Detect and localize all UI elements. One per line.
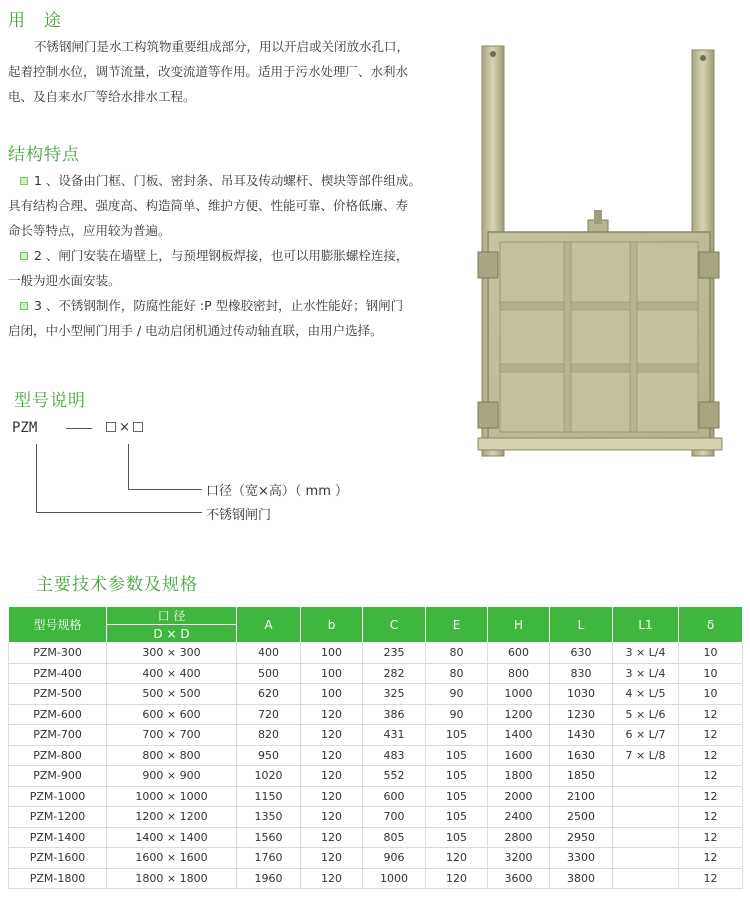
cell-delta: 12 <box>679 807 743 828</box>
cell-h: 2800 <box>488 827 550 848</box>
header-h: H <box>488 607 550 643</box>
cell-a: 820 <box>237 725 301 746</box>
cell-a: 1960 <box>237 868 301 889</box>
cell-b: 120 <box>301 848 363 869</box>
structure-item-1 <box>8 168 470 193</box>
cell-c: 282 <box>363 663 426 684</box>
cell-model: PZM-500 <box>9 684 107 705</box>
header-diameter-sub: D × D <box>107 625 237 643</box>
cell-b: 120 <box>301 868 363 889</box>
table-row <box>9 643 743 664</box>
cell-a: 720 <box>237 704 301 725</box>
header-l: L <box>550 607 613 643</box>
model-size-label: 口径（宽×高）（ mm ） <box>206 484 348 499</box>
structure-item-3-line-2: 启闭，中小型闸门用手 / 电动启闭机通过传动轴直联，由用户选择。 <box>8 323 383 338</box>
structure-item-1-line-2: 具有结构合理、强度高、构造简单、维护方便、性能可靠、价格低廉、寿 <box>8 198 409 213</box>
cell-l1 <box>613 786 679 807</box>
cell-model: PZM-900 <box>9 766 107 787</box>
cell-delta: 10 <box>679 643 743 664</box>
cell-b: 100 <box>301 663 363 684</box>
cell-c: 700 <box>363 807 426 828</box>
structure-item-2-line-2: 一般为迎水面安装。 <box>8 273 121 288</box>
cell-c: 235 <box>363 643 426 664</box>
cell-a: 1150 <box>237 786 301 807</box>
cell-model: PZM-1800 <box>9 868 107 889</box>
cell-e: 80 <box>426 643 488 664</box>
cell-l: 2500 <box>550 807 613 828</box>
structure-title: 结构特点 <box>8 145 80 165</box>
cell-delta: 10 <box>679 684 743 705</box>
gate-photo <box>470 42 742 462</box>
header-a: A <box>237 607 301 643</box>
cell-c: 552 <box>363 766 426 787</box>
cell-e: 105 <box>426 725 488 746</box>
cell-delta: 12 <box>679 725 743 746</box>
cell-l: 3300 <box>550 848 613 869</box>
structure-item-1-line-1: 1 、设备由门框、门板、密封条、吊耳及传动螺杆、楔块等部件组成。 <box>34 173 421 188</box>
cell-c: 805 <box>363 827 426 848</box>
structure-item-1-line-3: 命长等特点，应用较为普遍。 <box>8 223 171 238</box>
connector-type-vertical <box>36 444 37 512</box>
header-diameter: 口 径 <box>107 607 237 625</box>
cell-c: 906 <box>363 848 426 869</box>
cell-a: 1560 <box>237 827 301 848</box>
cell-delta: 12 <box>679 704 743 725</box>
usage-line-3: 电、及自来水厂等给水排水工程。 <box>8 89 196 104</box>
cell-l: 1430 <box>550 725 613 746</box>
cell-l1 <box>613 848 679 869</box>
cell-size: 1600 × 1600 <box>107 848 237 869</box>
cell-size: 500 × 500 <box>107 684 237 705</box>
header-l1: L1 <box>613 607 679 643</box>
cell-l: 3800 <box>550 868 613 889</box>
header-delta: δ <box>679 607 743 643</box>
table-row <box>9 807 743 828</box>
cell-b: 120 <box>301 704 363 725</box>
cell-h: 1400 <box>488 725 550 746</box>
model-size-placeholder <box>106 420 143 435</box>
cell-h: 1000 <box>488 684 550 705</box>
cell-model: PZM-1200 <box>9 807 107 828</box>
cell-e: 105 <box>426 766 488 787</box>
times-sign: × <box>119 420 130 435</box>
cell-l: 830 <box>550 663 613 684</box>
cell-size: 1400 × 1400 <box>107 827 237 848</box>
cell-l1: 6 × L/7 <box>613 725 679 746</box>
header-e: E <box>426 607 488 643</box>
cell-h: 1200 <box>488 704 550 725</box>
cell-b: 120 <box>301 725 363 746</box>
cell-e: 90 <box>426 684 488 705</box>
table-row <box>9 684 743 705</box>
cell-b: 100 <box>301 684 363 705</box>
usage-line-1: 不锈钢闸门是水工构筑物重要组成部分，用以开启或关闭放水孔口， <box>34 39 410 54</box>
table-row <box>9 766 743 787</box>
cell-c: 431 <box>363 725 426 746</box>
cell-delta: 12 <box>679 786 743 807</box>
table-row <box>9 786 743 807</box>
table-row <box>9 827 743 848</box>
cell-l1: 5 × L/6 <box>613 704 679 725</box>
cell-delta: 12 <box>679 745 743 766</box>
height-box-icon <box>133 422 143 432</box>
cell-l1 <box>613 868 679 889</box>
cell-c: 483 <box>363 745 426 766</box>
cell-l1: 3 × L/4 <box>613 643 679 664</box>
structure-item-2-line-1: 2 、闸门安装在墙壁上，与预埋钢板焊接，也可以用膨胀螺栓连接， <box>34 248 409 263</box>
cell-l: 630 <box>550 643 613 664</box>
cell-l: 1030 <box>550 684 613 705</box>
cell-a: 1760 <box>237 848 301 869</box>
cell-size: 600 × 600 <box>107 704 237 725</box>
cell-b: 100 <box>301 643 363 664</box>
cell-e: 105 <box>426 745 488 766</box>
cell-model: PZM-1000 <box>9 786 107 807</box>
table-row <box>9 663 743 684</box>
table-row <box>9 725 743 746</box>
cell-l1 <box>613 827 679 848</box>
cell-h: 2000 <box>488 786 550 807</box>
cell-size: 700 × 700 <box>107 725 237 746</box>
cell-b: 120 <box>301 827 363 848</box>
cell-e: 105 <box>426 786 488 807</box>
cell-c: 386 <box>363 704 426 725</box>
specs-title: 主要技术参数及规格 <box>36 575 198 595</box>
structure-item-3-line-1: 3 、不锈钢制作，防腐性能好 :P 型橡胶密封，止水性能好；钢闸门 <box>34 298 404 313</box>
cell-b: 120 <box>301 807 363 828</box>
table-row <box>9 704 743 725</box>
cell-c: 600 <box>363 786 426 807</box>
usage-text <box>8 34 468 109</box>
cell-model: PZM-700 <box>9 725 107 746</box>
cell-size: 900 × 900 <box>107 766 237 787</box>
cell-size: 300 × 300 <box>107 643 237 664</box>
cell-a: 500 <box>237 663 301 684</box>
cell-size: 1000 × 1000 <box>107 786 237 807</box>
cell-model: PZM-1600 <box>9 848 107 869</box>
structure-text <box>8 168 470 343</box>
cell-c: 325 <box>363 684 426 705</box>
cell-l1: 3 × L/4 <box>613 663 679 684</box>
cell-l: 2950 <box>550 827 613 848</box>
header-model: 型号规格 <box>9 607 107 643</box>
cell-b: 120 <box>301 786 363 807</box>
cell-delta: 10 <box>679 663 743 684</box>
cell-l1: 7 × L/8 <box>613 745 679 766</box>
cell-l1 <box>613 766 679 787</box>
spec-table <box>8 606 743 889</box>
cell-h: 3600 <box>488 868 550 889</box>
cell-model: PZM-1400 <box>9 827 107 848</box>
cell-size: 1200 × 1200 <box>107 807 237 828</box>
cell-l: 1630 <box>550 745 613 766</box>
cell-model: PZM-300 <box>9 643 107 664</box>
cell-h: 2400 <box>488 807 550 828</box>
bullet-icon <box>20 252 28 260</box>
cell-e: 120 <box>426 868 488 889</box>
connector-size-vertical <box>128 444 129 489</box>
connector-size-horizontal <box>128 489 202 490</box>
cell-h: 1800 <box>488 766 550 787</box>
cell-e: 80 <box>426 663 488 684</box>
model-diagram <box>0 400 460 540</box>
cell-h: 1600 <box>488 745 550 766</box>
cell-e: 120 <box>426 848 488 869</box>
connector-type-horizontal <box>36 512 202 513</box>
table-row <box>9 848 743 869</box>
table-row <box>9 868 743 889</box>
cell-model: PZM-400 <box>9 663 107 684</box>
cell-size: 800 × 800 <box>107 745 237 766</box>
usage-title: 用 途 <box>8 11 62 31</box>
cell-delta: 12 <box>679 868 743 889</box>
cell-h: 600 <box>488 643 550 664</box>
model-code: PZM <box>12 420 38 436</box>
cell-a: 1020 <box>237 766 301 787</box>
bullet-icon <box>20 302 28 310</box>
cell-l: 1850 <box>550 766 613 787</box>
cell-delta: 12 <box>679 848 743 869</box>
usage-line-2: 起着控制水位，调节流量，改变流道等作用。适用于污水处理厂、水利水 <box>8 64 409 79</box>
header-c: C <box>363 607 426 643</box>
cell-size: 400 × 400 <box>107 663 237 684</box>
cell-a: 950 <box>237 745 301 766</box>
model-dash <box>66 428 92 429</box>
cell-a: 1350 <box>237 807 301 828</box>
cell-e: 105 <box>426 827 488 848</box>
header-b: b <box>301 607 363 643</box>
cell-l1 <box>613 807 679 828</box>
structure-item-3 <box>8 293 470 318</box>
cell-l1: 4 × L/5 <box>613 684 679 705</box>
cell-c: 1000 <box>363 868 426 889</box>
cell-model: PZM-600 <box>9 704 107 725</box>
cell-a: 620 <box>237 684 301 705</box>
model-type-label: 不锈钢闸门 <box>206 508 272 523</box>
width-box-icon <box>106 422 116 432</box>
cell-h: 3200 <box>488 848 550 869</box>
cell-e: 90 <box>426 704 488 725</box>
model-title: 型号说明 <box>14 391 86 411</box>
structure-item-2 <box>8 243 470 268</box>
cell-delta: 12 <box>679 766 743 787</box>
cell-b: 120 <box>301 766 363 787</box>
spec-table-body <box>9 643 743 889</box>
cell-l: 2100 <box>550 786 613 807</box>
bullet-icon <box>20 177 28 185</box>
table-row <box>9 745 743 766</box>
cell-b: 120 <box>301 745 363 766</box>
cell-l: 1230 <box>550 704 613 725</box>
cell-model: PZM-800 <box>9 745 107 766</box>
cell-a: 400 <box>237 643 301 664</box>
cell-size: 1800 × 1800 <box>107 868 237 889</box>
cell-h: 800 <box>488 663 550 684</box>
cell-delta: 12 <box>679 827 743 848</box>
cell-e: 105 <box>426 807 488 828</box>
